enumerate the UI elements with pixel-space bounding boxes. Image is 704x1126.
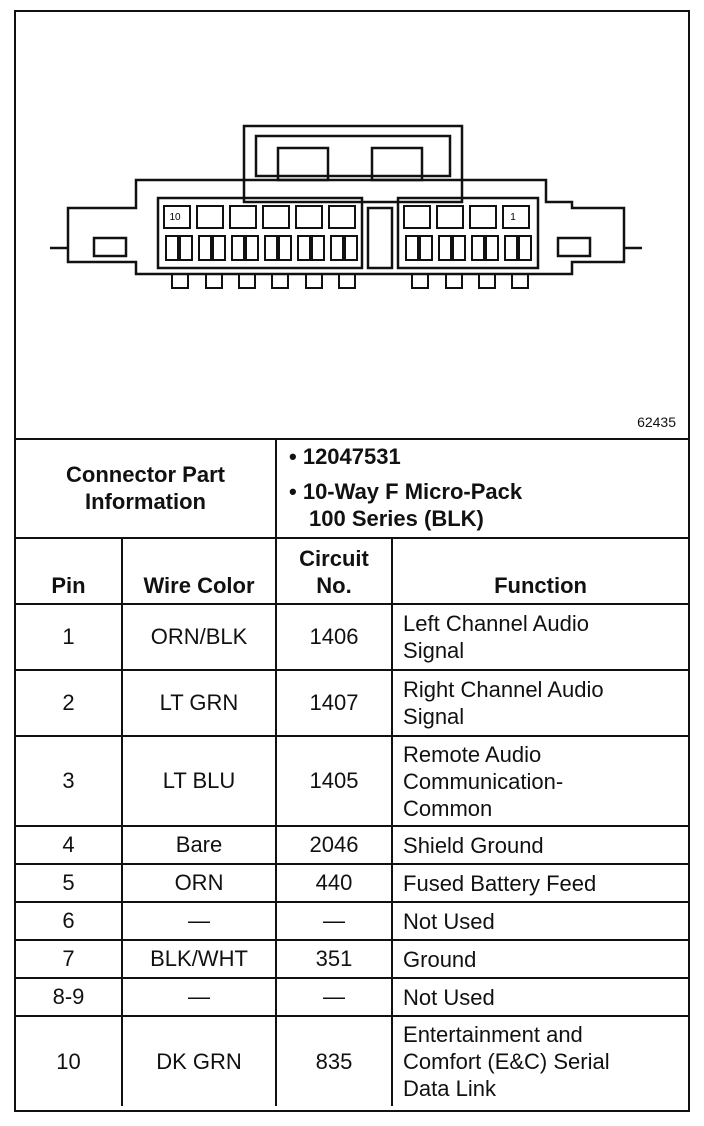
table-row — [16, 1016, 688, 1106]
function-line: Data Link — [403, 1076, 496, 1101]
circuit-cell: 1406 — [276, 604, 392, 670]
connector-foot — [306, 274, 322, 288]
connector-part-info-list — [276, 438, 688, 538]
terminal — [331, 236, 343, 260]
table-row — [16, 940, 688, 978]
function-line: Signal — [403, 638, 465, 663]
connector-foot — [446, 274, 462, 288]
circuit-cell: 2046 — [276, 826, 392, 864]
terminal — [180, 236, 192, 260]
connector-foot — [479, 274, 495, 288]
terminal — [265, 236, 277, 260]
header-wire-color: Wire Color — [122, 538, 276, 604]
connector-foot — [239, 274, 255, 288]
function-cell — [392, 902, 688, 940]
table-row — [16, 736, 688, 826]
circuit-cell: — — [276, 978, 392, 1016]
connector-foot — [206, 274, 222, 288]
connector-type-line2: 100 Series (BLK) — [309, 506, 484, 531]
connector-part-info-label — [16, 438, 276, 538]
connector-foot — [412, 274, 428, 288]
table-row — [16, 604, 688, 670]
terminal — [406, 236, 418, 260]
wire-color-cell: LT BLU — [122, 736, 276, 826]
terminal — [279, 236, 291, 260]
upper-cavity — [404, 206, 430, 228]
terminal — [472, 236, 484, 260]
connector-foot — [272, 274, 288, 288]
upper-cavity — [470, 206, 496, 228]
terminal — [505, 236, 517, 260]
terminal — [199, 236, 211, 260]
circuit-cell: 835 — [276, 1016, 392, 1106]
terminal — [345, 236, 357, 260]
function-line: Entertainment and — [403, 1022, 583, 1047]
pin-cell: 2 — [16, 670, 122, 736]
function-cell — [392, 670, 688, 736]
wire-color-cell: BLK/WHT — [122, 940, 276, 978]
function-line: Not Used — [403, 984, 495, 1010]
terminal — [232, 236, 244, 260]
pin-cell: 10 — [16, 1016, 122, 1106]
table-row — [16, 864, 688, 902]
wire-color-cell: LT GRN — [122, 670, 276, 736]
connector-type-line1: • 10-Way F Micro-Pack — [289, 479, 523, 504]
wire-color-cell: DK GRN — [122, 1016, 276, 1106]
connector-sheet — [14, 10, 690, 1112]
function-line: Shield Ground — [403, 832, 544, 858]
pin-1-label: 1 — [510, 212, 516, 223]
function-cell — [392, 940, 688, 978]
terminal — [213, 236, 225, 260]
terminal — [312, 236, 324, 260]
terminal — [486, 236, 498, 260]
upper-cavity — [296, 206, 322, 228]
function-cell — [392, 826, 688, 864]
header-function: Function — [392, 538, 688, 604]
cpi-label-line2: Information — [85, 488, 206, 514]
function-cell — [392, 604, 688, 670]
pinout-table — [16, 438, 688, 1106]
connector-drawing — [16, 12, 688, 438]
pin-cell: 3 — [16, 736, 122, 826]
function-line: Communication- — [403, 768, 564, 794]
header-circuit-line1: Circuit — [299, 546, 369, 571]
wire-color-cell: — — [122, 902, 276, 940]
upper-cavity — [437, 206, 463, 228]
function-cell — [392, 1016, 688, 1106]
circuit-cell: 440 — [276, 864, 392, 902]
connector-part-info-row — [16, 438, 688, 538]
terminal — [453, 236, 465, 260]
part-number: • 12047531 — [289, 444, 401, 469]
terminal — [246, 236, 258, 260]
pin-cell: 5 — [16, 864, 122, 902]
pin-10-label: 10 — [169, 212, 181, 223]
function-line: Remote Audio — [403, 741, 542, 767]
figure-number: 62435 — [637, 414, 676, 430]
function-line: Ground — [403, 946, 477, 972]
terminal — [439, 236, 451, 260]
function-cell — [392, 978, 688, 1016]
function-line: Comfort (E&C) Serial — [403, 1049, 610, 1074]
wire-color-cell: ORN/BLK — [122, 604, 276, 670]
upper-cavity — [503, 206, 529, 228]
terminal — [519, 236, 531, 260]
function-line: Fused Battery Feed — [403, 870, 597, 896]
cpi-label-line1: Connector Part — [66, 461, 225, 487]
circuit-cell: 1405 — [276, 736, 392, 826]
upper-cavity — [230, 206, 256, 228]
circuit-cell: 351 — [276, 940, 392, 978]
pin-cell: 8-9 — [16, 978, 122, 1016]
terminal — [420, 236, 432, 260]
function-line: Right Channel Audio — [403, 677, 604, 702]
connector-foot — [339, 274, 355, 288]
upper-cavity — [329, 206, 355, 228]
circuit-cell: 1407 — [276, 670, 392, 736]
function-line: Common — [403, 795, 493, 821]
connector-foot — [172, 274, 188, 288]
header-row — [16, 538, 688, 604]
function-cell — [392, 864, 688, 902]
circuit-cell: — — [276, 902, 392, 940]
connector-illustration — [16, 12, 688, 440]
connector-foot — [512, 274, 528, 288]
wire-color-cell: — — [122, 978, 276, 1016]
pin-cell: 7 — [16, 940, 122, 978]
latch-outline — [244, 126, 462, 180]
wire-color-cell: ORN — [122, 864, 276, 902]
table-row — [16, 670, 688, 736]
terminal — [166, 236, 178, 260]
function-line: Not Used — [403, 908, 495, 934]
terminal — [298, 236, 310, 260]
pin-cell: 1 — [16, 604, 122, 670]
function-cell — [392, 736, 688, 826]
wire-color-cell: Bare — [122, 826, 276, 864]
upper-cavity — [263, 206, 289, 228]
table-row — [16, 978, 688, 1016]
header-circuit-line2: No. — [316, 573, 352, 598]
pin-cell: 4 — [16, 826, 122, 864]
header-circuit — [276, 538, 392, 604]
table-row — [16, 826, 688, 864]
function-line: Signal — [403, 704, 465, 729]
pin-cell: 6 — [16, 902, 122, 940]
header-pin: Pin — [16, 538, 122, 604]
function-line: Left Channel Audio — [403, 611, 589, 636]
upper-cavity — [197, 206, 223, 228]
table-row — [16, 902, 688, 940]
